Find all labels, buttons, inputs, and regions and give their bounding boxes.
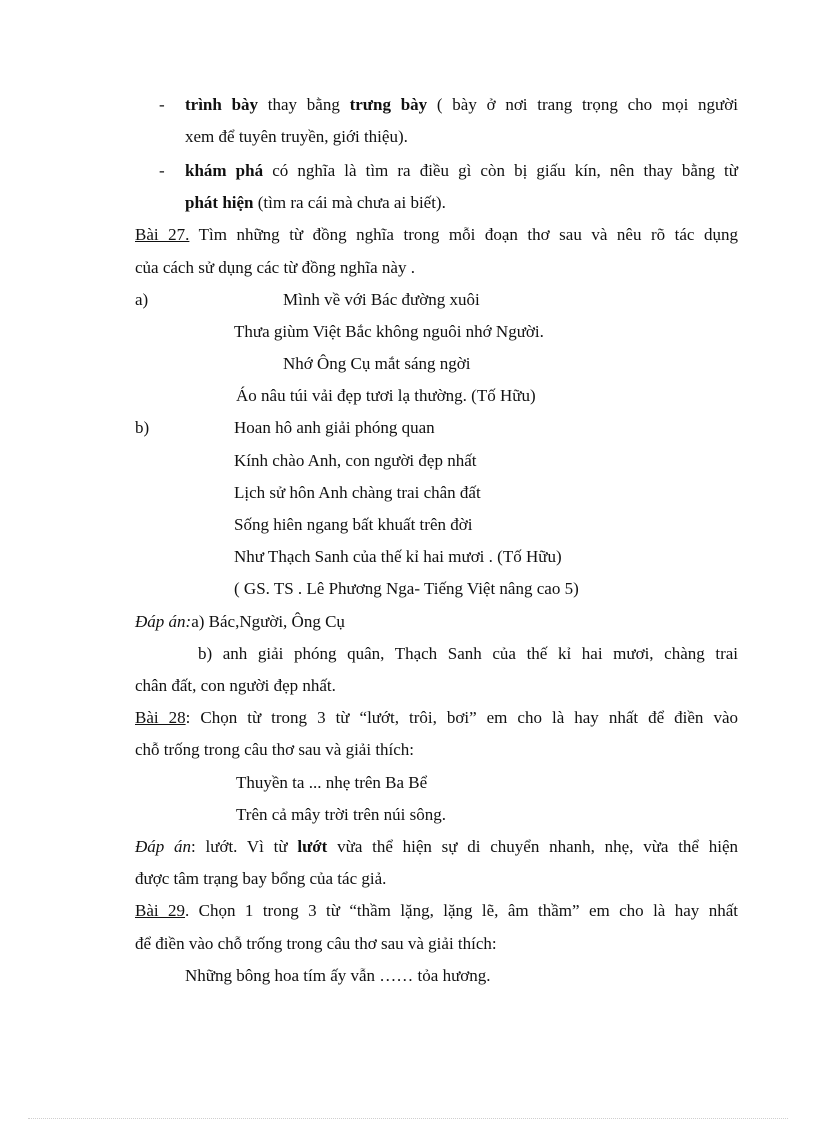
exercise-label: Bài 29 (135, 901, 186, 920)
bai29-question-line-1: Bài 29. Chọn 1 trong 3 từ “thầm lặng, lặng lẽ, âm thầm” em cho là hay nhất (135, 901, 738, 920)
bold-term: trưng bày (349, 95, 428, 114)
bai28-answer-line-1: Đáp án: lướt. Vì từ lướt vừa thể hiện sự di chuyển nhanh, nhẹ, vừa thể hiện (135, 837, 739, 856)
bai28-answer-line-2: được tâm trạng bay bổng của tác giả. (135, 869, 387, 888)
poem-line: Thuyền ta ... nhẹ trên Ba Bể (236, 773, 428, 792)
answer-label: Đáp án (135, 837, 192, 856)
bullet-dash: - (159, 161, 165, 180)
page-bottom-divider (28, 1118, 788, 1119)
bullet-2-line-1: khám phá có nghĩa là tìm ra điều gì còn bị giấu kín, nên thay bằng từ (185, 161, 738, 180)
bai27-question-line-1: Bài 27. Tìm những từ đồng nghĩa trong mỗi đoạn thơ sau và nêu rõ tác dụng (135, 225, 739, 244)
poem-line: Những bông hoa tím ấy vẫn …… tỏa hương. (185, 966, 491, 985)
part-a-label: a) (135, 290, 149, 309)
part-b-label: b) (135, 418, 150, 437)
answer-label: Đáp án: (135, 612, 192, 631)
source-citation: ( GS. TS . Lê Phương Nga- Tiếng Việt nâng cao 5) (234, 579, 579, 598)
exercise-label: Bài 28 (135, 708, 186, 727)
bai27-answer-b-line-2: chân đất, con người đẹp nhất. (135, 676, 336, 695)
bullet-1-line-1: trình bày thay bằng trưng bày ( bày ở nơi trang trọng cho mọi người (185, 95, 738, 114)
poem-b-line: Lịch sử hôn Anh chàng trai chân đất (234, 483, 481, 502)
bold-term: khám phá (185, 161, 264, 180)
bai28-question-line-1: Bài 28: Chọn từ trong 3 từ “lướt, trôi, bơi” em cho là hay nhất để điền vào (135, 708, 738, 727)
bold-term: lướt (297, 837, 328, 856)
exercise-label: Bài 27. (135, 225, 190, 244)
poem-a-line: Mình về với Bác đường xuôi (283, 290, 480, 309)
poem-line: Trên cả mây trời trên núi sông. (236, 805, 446, 824)
poem-b-line: Kính chào Anh, con người đẹp nhất (234, 451, 477, 470)
poem-a-line: Thưa giùm Việt Bắc không nguôi nhớ Người. (234, 322, 544, 341)
bold-term: trình bày (185, 95, 259, 114)
poem-b-line: Sống hiên ngang bất khuất trên đời (234, 515, 473, 534)
bai28-question-line-2: chỗ trống trong câu thơ sau và giải thích: (135, 740, 415, 759)
bullet-1-line-2: xem để tuyên truyền, giới thiệu). (185, 127, 408, 146)
bai27-question-line-2: của cách sử dụng các từ đồng nghĩa này . (135, 258, 415, 277)
bullet-2-line-2: phát hiện (tìm ra cái mà chưa ai biết). (185, 193, 446, 212)
bold-term: phát hiện (185, 193, 254, 212)
bai27-answer-a: Đáp án:a) Bác,Người, Ông Cụ (135, 612, 345, 631)
poem-b-line: Như Thạch Sanh của thế kỉ hai mươi . (Tố Hữu) (234, 547, 562, 566)
poem-a-line: Áo nâu túi vải đẹp tươi lạ thường. (Tố Hữu) (236, 386, 536, 405)
poem-b-line: Hoan hô anh giải phóng quan (234, 418, 435, 437)
bullet-dash: - (159, 95, 165, 114)
bai27-answer-b-line-1: b) anh giải phóng quân, Thạch Sanh của thế kỉ hai mươi, chàng trai (198, 644, 738, 663)
bai29-question-line-2: để điền vào chỗ trống trong câu thơ sau và giải thích: (135, 934, 497, 953)
poem-a-line: Nhớ Ông Cụ mắt sáng ngời (283, 354, 471, 373)
